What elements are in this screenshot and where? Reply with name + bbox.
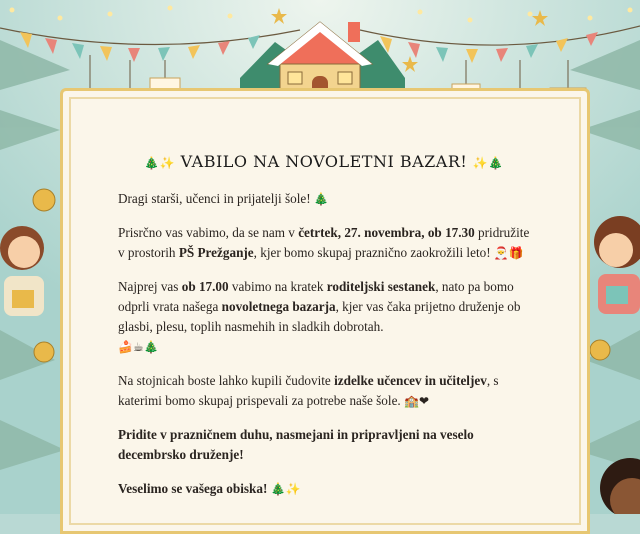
- text: Najprej vas: [118, 279, 182, 294]
- invitation-content: [118, 152, 538, 513]
- text: , kjer bomo skupaj prazničnо zaokrožili leto!: [253, 245, 491, 260]
- products: izdelke učencev in učiteljev: [334, 373, 487, 388]
- text: , s katerimi bomo skupaj prispevali za potrebe naše šole.: [118, 373, 499, 408]
- tree-icon: 🎄: [313, 192, 329, 206]
- paragraph-date: [118, 223, 538, 263]
- tree-sparkle-icon: 🎄✨: [270, 482, 301, 496]
- paragraph-stalls: [118, 371, 538, 411]
- text: , kjer vas čaka prijetno druženje ob glasbi, plesu, toplih nasmehih in sladkih dobrotah.: [118, 299, 521, 334]
- meeting-time: ob 17.00: [181, 279, 229, 294]
- location: PŠ Prežganje: [178, 245, 254, 260]
- tree-sparkle-icon: 🎄✨: [144, 156, 176, 170]
- text: Na stojnicah boste lahko kupili čudovite: [118, 373, 335, 388]
- closing-paragraph: [118, 479, 538, 499]
- text: vabimo na kratek: [228, 279, 327, 294]
- closing-text: Veselimo se vašega obiska!: [118, 481, 268, 496]
- text: , nato pa bomo odprli vrata našega: [118, 279, 514, 314]
- title-text: VABILO NA NOVOLETNI BAZAR!: [180, 152, 468, 171]
- text: Prisrčno vas vabimo, da se nam v: [118, 225, 299, 240]
- school-heart-icon: 🏫❤: [404, 394, 430, 408]
- text: pridružite v prostorih: [118, 225, 530, 260]
- sparkle-tree-icon: ✨🎄: [472, 156, 504, 170]
- date-time: četrtek, 27. novembra, ob 17.30: [298, 225, 475, 240]
- bazaar-name: novoletnega bazarja: [221, 299, 336, 314]
- invite-text: Pridite v prazničnem duhu, nasmejani in pripravljeni na veselo decembrsko druženje!: [118, 427, 474, 462]
- paragraph-invite: [118, 425, 538, 465]
- meeting-name: roditeljski sestanek: [326, 279, 436, 294]
- greeting-paragraph: [118, 189, 538, 209]
- cake-coffee-tree-icon: 🍰☕🎄: [118, 340, 159, 354]
- invitation-title: [110, 152, 538, 173]
- santa-gift-icon: 🎅🎁: [493, 246, 524, 260]
- paragraph-program: [118, 277, 538, 357]
- greeting-text: Dragi starši, učenci in prijatelji šole!: [118, 191, 311, 206]
